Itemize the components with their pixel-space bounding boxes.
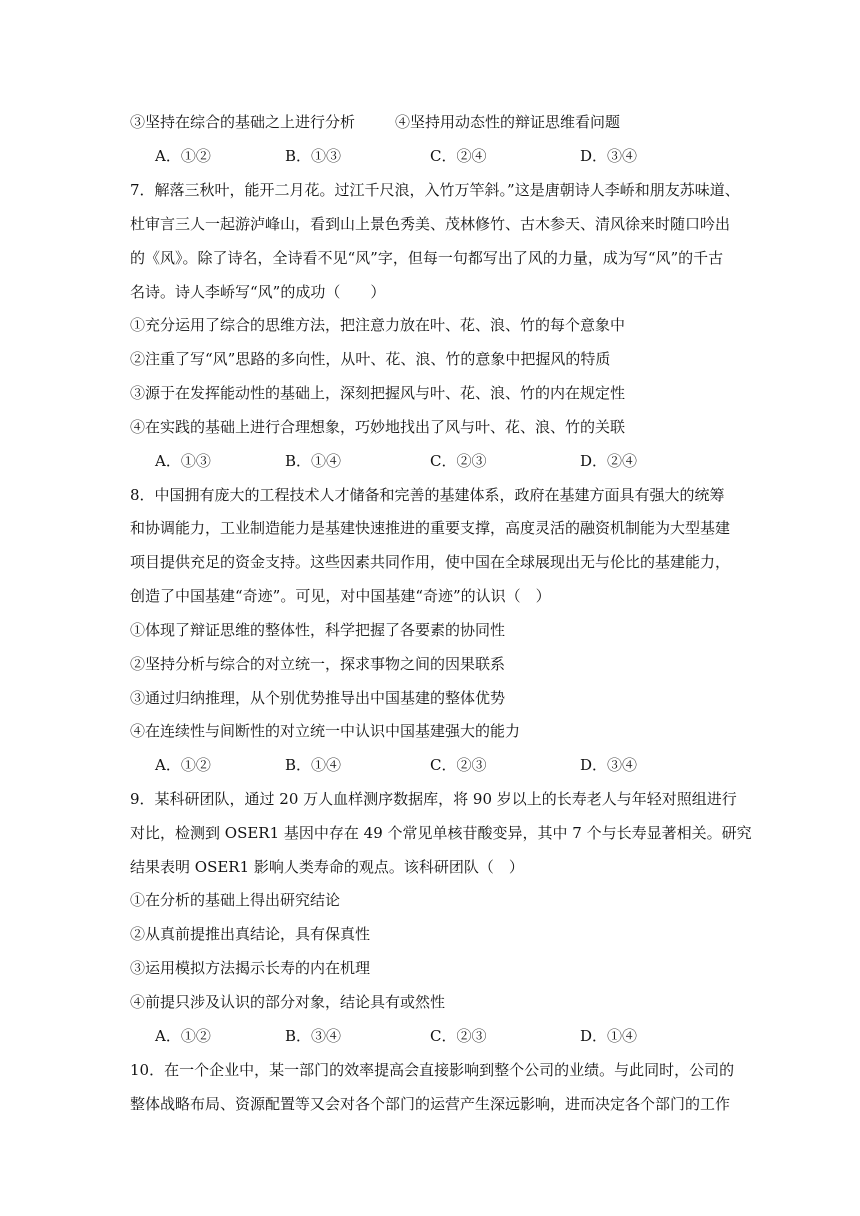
q6-item-4: ④坚持用动态性的辩证思维看问题 [395,113,621,131]
q10-stem-line-2: 整体战略布局、资源配置等又会对各个部门的运营产生深远影响，进而决定各个部门的工作 [130,1095,731,1113]
q8-option-d: D．③④ [580,756,638,774]
q7-item-4: ④在实践的基础上进行合理想象，巧妙地找出了风与叶、花、浪、竹的关联 [130,418,626,436]
q8-stem-line-2: 和协调能力，工业制造能力是基建快速推进的重要支撑，高度灵活的融资机制能为大型基建 [130,519,731,537]
q6-option-c: C．②④ [430,147,487,165]
q9-item-2: ②从真前提推出真结论，具有保真性 [130,925,371,943]
q8-stem-line-4: 创造了中国基建“奇迹”。可见，对中国基建“奇迹”的认识（ ） [130,587,551,605]
q7-option-d: D．②④ [580,452,638,470]
q7-item-1: ①充分运用了综合的思维方法，把注意力放在叶、花、浪、竹的每个意象中 [130,316,626,334]
q6-option-a: A．①② [155,147,211,165]
q7-option-a: A．①③ [155,452,211,470]
q8-option-a: A．①② [155,756,211,774]
q8-option-c: C．②③ [430,756,487,774]
q8-item-2: ②坚持分析与综合的对立统一，探求事物之间的因果联系 [130,655,506,673]
q8-option-b: B．①④ [285,756,342,774]
q9-stem-line-2: 对比，检测到 OSER1 基因中存在 49 个常见单核苷酸变异，其中 7 个与长寿显著相关。研究 [130,824,752,842]
q7-stem-line-1: 7．解落三秋叶，能开二月花。过江千尺浪，入竹万竿斜。”这是唐朝诗人李峤和朋友苏味道、 [130,181,740,199]
q8-stem-line-3: 项目提供充足的资金支持。这些因素共同作用，使中国在全球展现出无与伦比的基建能力， [130,553,731,571]
q9-option-c: C．②③ [430,1027,487,1045]
q8-item-4: ④在连续性与间断性的对立统一中认识中国基建强大的能力 [130,722,521,740]
q6-option-b: B．①③ [285,147,342,165]
q9-item-3: ③运用模拟方法揭示长寿的内在机理 [130,959,371,977]
q9-item-4: ④前提只涉及认识的部分对象，结论具有或然性 [130,993,446,1011]
q8-stem-line-1: 8．中国拥有庞大的工程技术人才储备和完善的基建体系，政府在基建方面具有强大的统筹 [130,486,725,504]
q9-stem-line-1: 9．某科研团队，通过 20 万人血样测序数据库，将 90 岁以上的长寿老人与年轻对照组进行 [130,790,737,808]
q7-stem-line-4: 名诗。诗人李峤写“风”的成功（ ） [130,283,386,301]
q9-stem-line-3: 结果表明 OSER1 影响人类寿命的观点。该科研团队（ ） [130,858,524,876]
q9-option-a: A．①② [155,1027,211,1045]
q9-option-d: D．①④ [580,1027,638,1045]
q7-stem-line-2: 杜审言三人一起游泸峰山，看到山上景色秀美、茂林修竹、古木参天、清风徐来时随口吟出 [130,215,731,233]
q10-stem-line-1: 10．在一个企业中，某一部门的效率提高会直接影响到整个公司的业绩。与此同时，公司的 [130,1061,735,1079]
q7-item-2: ②注重了写“风”思路的多向性，从叶、花、浪、竹的意象中把握风的特质 [130,350,611,368]
q7-option-c: C．②③ [430,452,487,470]
q7-option-b: B．①④ [285,452,342,470]
q9-item-1: ①在分析的基础上得出研究结论 [130,891,341,909]
q6-option-d: D．③④ [580,147,638,165]
q8-item-3: ③通过归纳推理，从个别优势推导出中国基建的整体优势 [130,689,506,707]
q7-stem-line-3: 的《风》。除了诗名，全诗看不见“风”字，但每一句都写出了风的力量，成为写“风”的千古 [130,249,724,267]
q8-item-1: ①体现了辩证思维的整体性，科学把握了各要素的协同性 [130,621,506,639]
q9-option-b: B．③④ [285,1027,342,1045]
q7-item-3: ③源于在发挥能动性的基础上，深刻把握风与叶、花、浪、竹的内在规定性 [130,384,626,402]
q6-item-3: ③坚持在综合的基础之上进行分析 [130,113,356,131]
